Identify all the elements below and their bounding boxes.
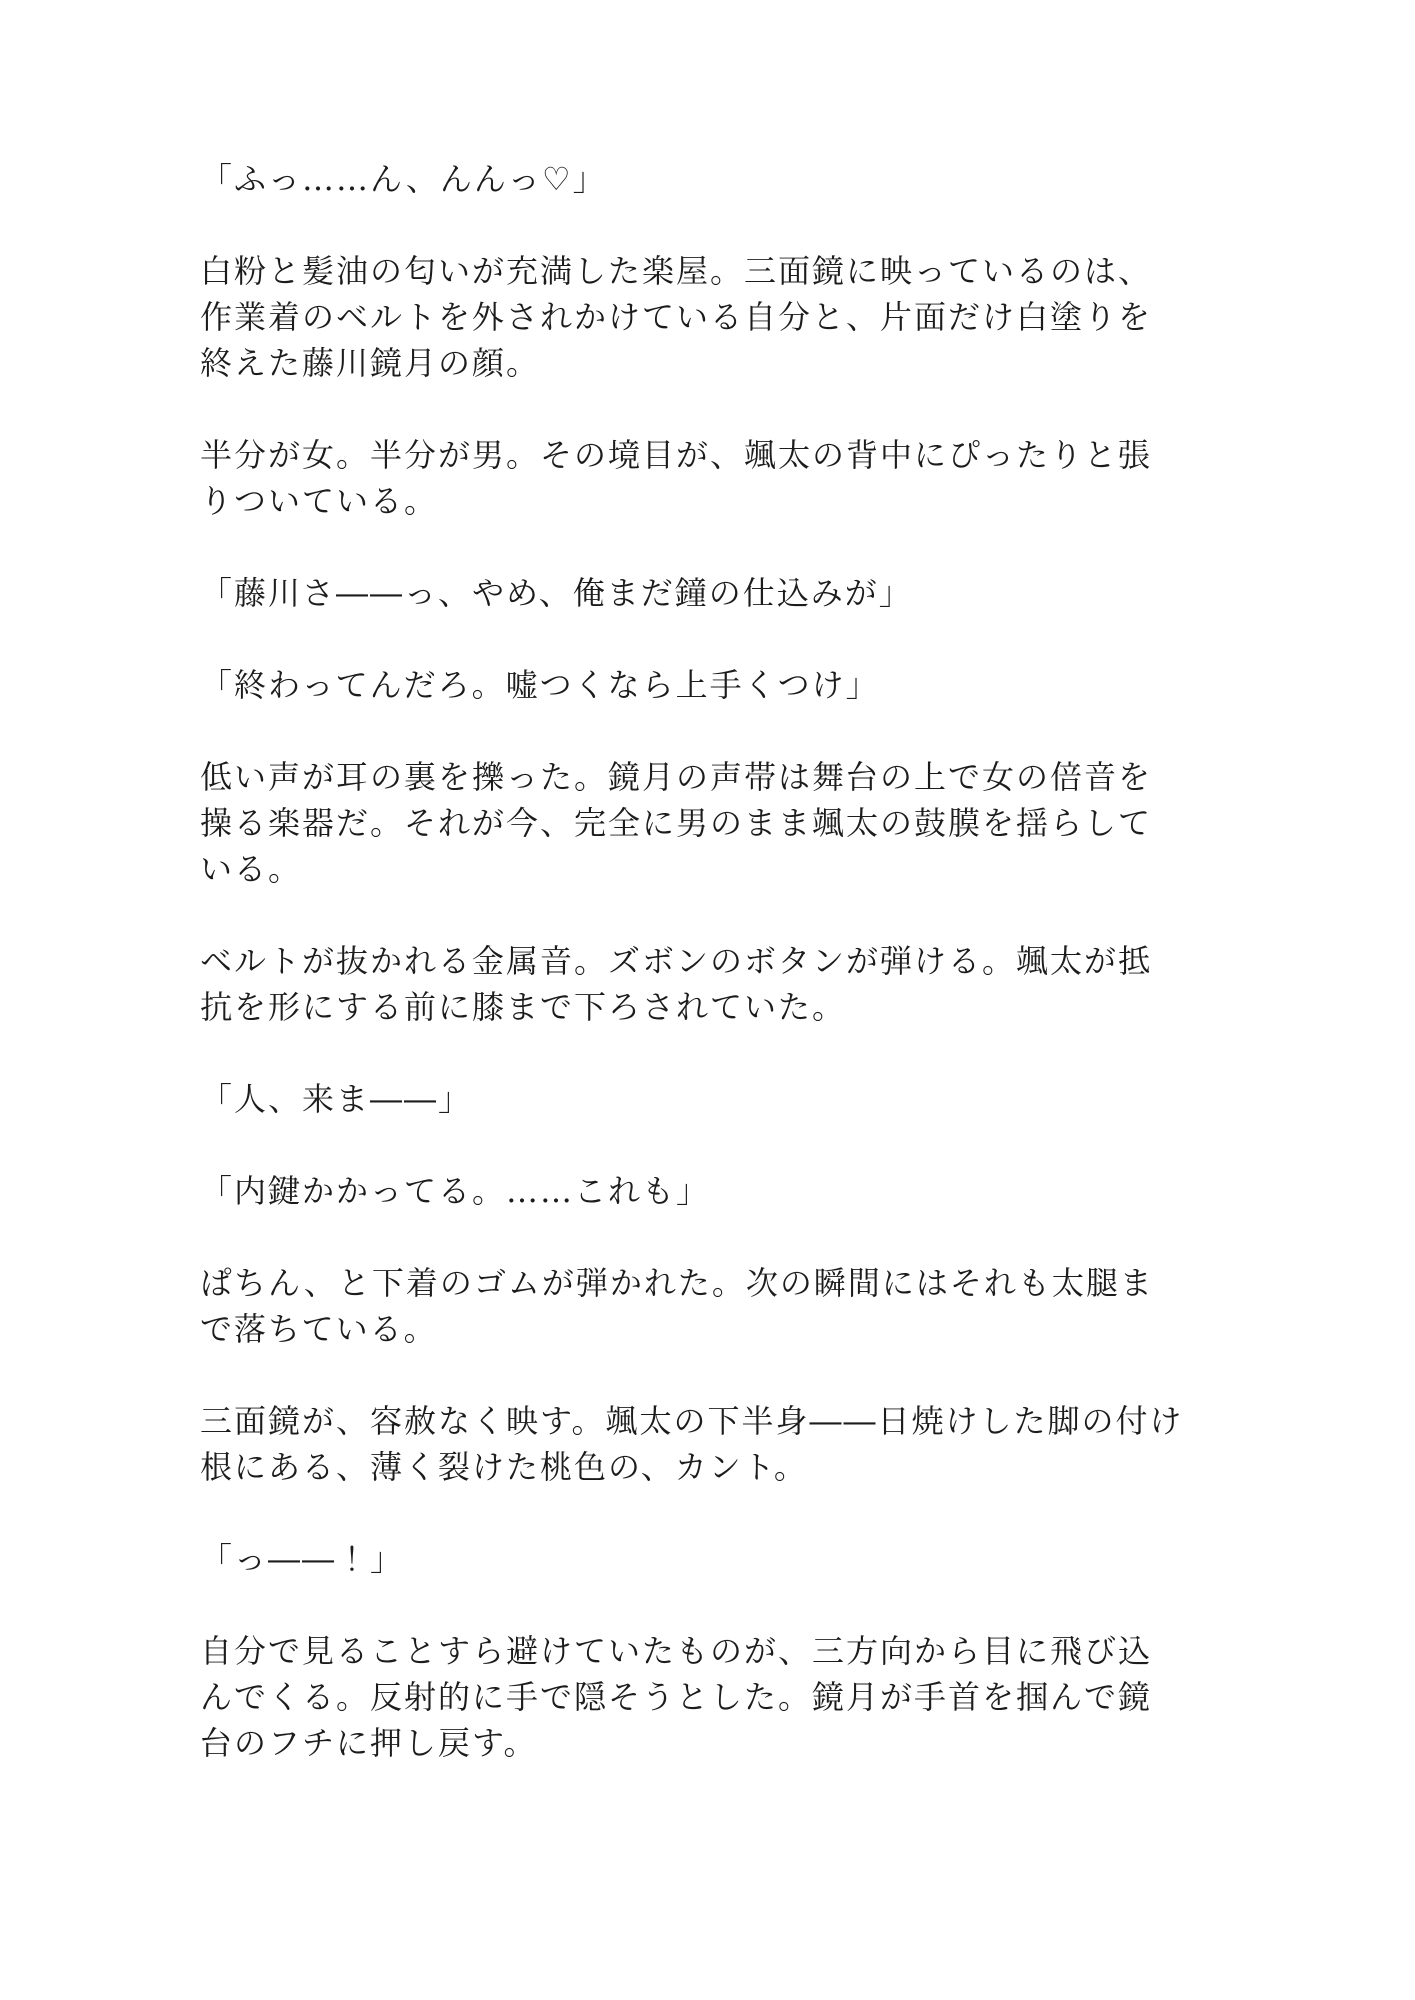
dialogue-line: 「人、来ま――」: [200, 1080, 473, 1118]
narration-paragraph: 半分が女。半分が男。その境目が、颯太の背中にぴったりと張りついている。: [200, 436, 1153, 520]
narration-paragraph: ベルトが抜かれる金属音。ズボンのボタンが弾ける。颯太が抵抗を形にする前に膝まで下ろされていた。: [200, 942, 1153, 1026]
narration-paragraph: ぱちん、と下着のゴムが弾かれた。次の瞬間にはそれも太腿まで落ちている。: [200, 1264, 1154, 1348]
dialogue-line: 「終わってんだろ。嘘つくなら上手くつけ」: [200, 666, 880, 704]
text-block: [200, 156, 1185, 1766]
dialogue-line: 「藤川さ――っ、やめ、俺まだ鐘の仕込みが」: [200, 574, 913, 612]
narration-paragraph: 三面鏡が、容赦なく映す。颯太の下半身――日焼けした脚の付け根にある、薄く裂けた桃色の、カント。: [200, 1402, 1184, 1486]
dialogue-line: 「ふっ……ん、んんっ♡」: [200, 160, 607, 198]
narration-paragraph: 低い声が耳の裏を擽った。鏡月の声帯は舞台の上で女の倍音を操る楽器だ。それが今、完全に男のまま颯太の鼓膜を揺らしている。: [200, 758, 1153, 888]
narration-paragraph: 自分で見ることすら避けていたものが、三方向から目に飛び込んでくる。反射的に手で隠そうとした。鏡月が手首を掴んで鏡台のフチに押し戻す。: [200, 1632, 1153, 1762]
dialogue-line: 「内鍵かかってる。……これも」: [200, 1172, 711, 1210]
narration-paragraph: 白粉と髪油の匂いが充満した楽屋。三面鏡に映っているのは、作業着のベルトを外されかけている自分と、片面だけ白塗りを終えた藤川鏡月の顔。: [200, 252, 1153, 382]
dialogue-line: 「っ――！」: [200, 1540, 405, 1578]
